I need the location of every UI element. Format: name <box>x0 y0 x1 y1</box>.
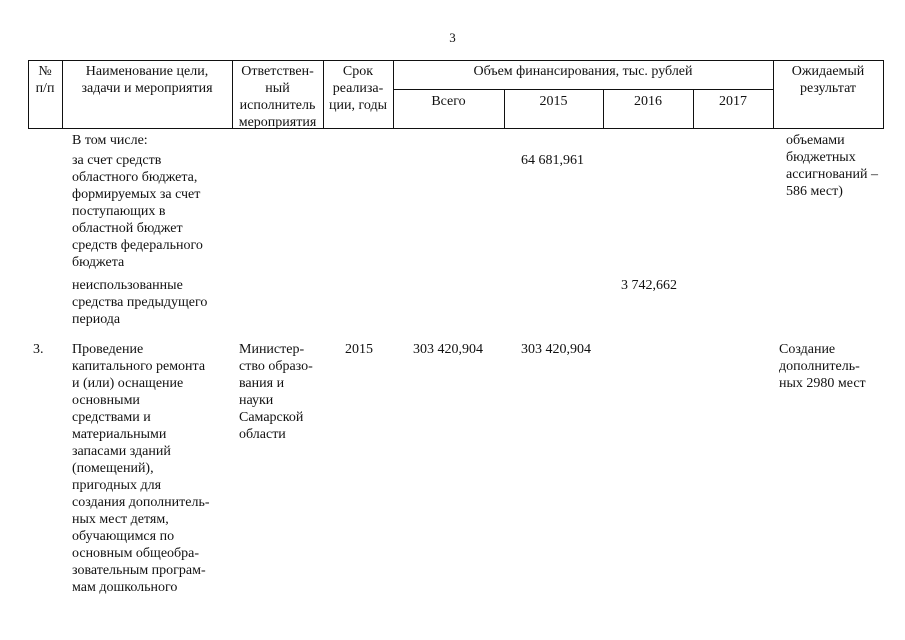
header-total: Всего <box>431 94 466 109</box>
unused-funds-text: неиспользованные средства предыдущего периода <box>72 278 208 327</box>
item-3-term: 2015 <box>345 342 373 357</box>
header-num: № п/п <box>35 64 55 96</box>
header-bottom-border <box>28 128 883 129</box>
header-funding: Объем финансирования, тыс. рублей <box>473 64 693 79</box>
item-3-responsible: Министер- ство образо- вания и науки Самарской области <box>239 342 313 442</box>
funding-subheader-line <box>393 89 773 90</box>
expected-result-continuation: объемами бюджетных ассигнований – 586 мест) <box>786 133 878 199</box>
header-responsible: Ответствен- ный исполнитель мероприятия <box>238 64 317 130</box>
including-label: В том числе: <box>72 133 148 148</box>
header-term: Срок реализа- ции, годы <box>329 64 387 113</box>
page-number: 3 <box>449 30 456 45</box>
header-name: Наименование цели, задачи и мероприятия <box>81 64 213 96</box>
header-2017: 2017 <box>719 94 747 109</box>
item-3-number: 3. <box>33 342 44 357</box>
regional-budget-text: за счет средств областного бюджета, формируемых за счет поступающих в областной бюджет средств федерального бюджета <box>72 153 203 270</box>
header-2016: 2016 <box>634 94 662 109</box>
item-3-result: Создание дополнитель- ных 2980 мест <box>779 342 866 391</box>
header-result: Ожидаемый результат <box>791 64 865 96</box>
table-top-border <box>28 60 883 61</box>
unused-funds-2016: 3 742,662 <box>621 278 677 293</box>
header-2015: 2015 <box>539 94 568 109</box>
item-3-name: Проведение капитального ремонта и (или) оснащение основными средствами и материальными запасами зданий (помещений), пригодных для создания дополнитель- ных мест детям, обучающимся по основным общеобра- зовательным програм- мам дошкольного <box>72 342 210 595</box>
item-3-total: 303 420,904 <box>413 342 483 357</box>
item-3-2015: 303 420,904 <box>521 342 591 357</box>
regional-budget-2015: 64 681,961 <box>521 153 584 168</box>
table-right-border <box>883 60 884 129</box>
